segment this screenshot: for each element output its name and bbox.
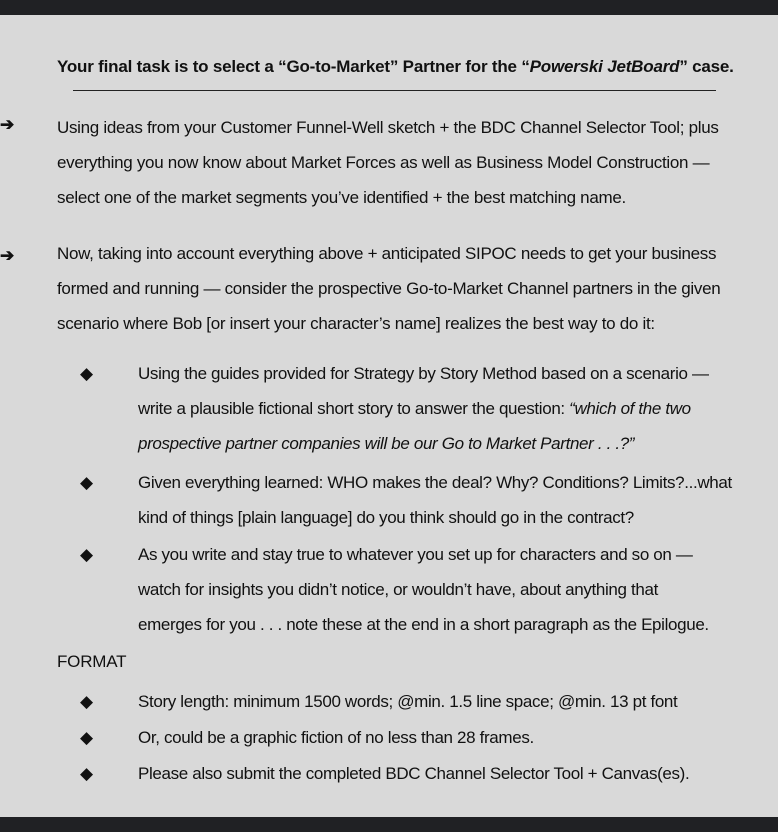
arrow-icon: ➔ (0, 246, 15, 265)
sub-bullet-line: emerges for you . . . note these at the end in a short paragraph as the Epilogue. (138, 615, 709, 634)
sub-bullet-3 (138, 537, 758, 642)
diamond-bullet-icon: ◆ (80, 364, 94, 383)
format-item-text: Story length: minimum 1500 words; @min. 1.5 line space; @min. 13 pt font (138, 692, 678, 711)
diamond-bullet-icon: ◆ (80, 692, 94, 711)
format-heading: FORMAT (57, 652, 127, 671)
format-item-text: Or, could be a graphic fiction of no less than 28 frames. (138, 728, 534, 747)
sub-bullet-line: watch for insights you didn’t notice, or wouldn’t have, about anything that (138, 580, 658, 599)
sub-bullet-line: kind of things [plain language] do you think should go in the contract? (138, 508, 634, 527)
sub-bullet-line (138, 391, 758, 426)
bullet-line: Using ideas from your Customer Funnel-Well sketch + the BDC Channel Selector Tool; plus (57, 118, 719, 137)
diamond-bullet-icon: ◆ (80, 473, 94, 492)
slide (0, 15, 778, 817)
bullet-paragraph-1 (57, 110, 762, 215)
title-case-name: Powerski JetBoard (529, 57, 680, 76)
diamond-bullet-icon: ◆ (80, 545, 94, 564)
title-underline (73, 90, 716, 91)
bullet-line: select one of the market segments you’ve identified + the best matching name. (57, 188, 626, 207)
format-item-3 (138, 756, 758, 791)
title-suffix: ” case. (679, 57, 734, 76)
question-lead: write a plausible fictional short story to answer the question: (138, 399, 570, 418)
title-text: Your final task is to select a “Go-to-Market” Partner for the “ (57, 57, 530, 76)
diamond-bullet-icon: ◆ (80, 728, 94, 747)
format-item-1 (138, 684, 758, 719)
question-text: prospective partner companies will be our Go to Market Partner . . .?” (138, 434, 635, 453)
sub-bullet-1 (138, 356, 758, 461)
bullet-line: Now, taking into account everything above + anticipated SIPOC needs to get your business (57, 244, 717, 263)
format-item-text: Please also submit the completed BDC Channel Selector Tool + Canvas(es). (138, 764, 690, 783)
bullet-line: everything you now know about Market Forces as well as Business Model Construction — (57, 153, 710, 172)
task-title (57, 57, 734, 77)
question-text: “which of the two (569, 399, 691, 418)
bullet-paragraph-2 (57, 236, 762, 341)
sub-bullet-line: As you write and stay true to whatever you set up for characters and so on — (138, 545, 693, 564)
sub-bullet-2 (138, 465, 758, 535)
bullet-line: formed and running — consider the prospective Go-to-Market Channel partners in the given (57, 279, 721, 298)
arrow-icon: ➔ (0, 115, 15, 134)
diamond-bullet-icon: ◆ (80, 764, 94, 783)
sub-bullet-line: Given everything learned: WHO makes the deal? Why? Conditions? Limits?...what (138, 473, 732, 492)
format-item-2 (138, 720, 758, 755)
sub-bullet-line: Using the guides provided for Strategy by Story Method based on a scenario — (138, 364, 709, 383)
bullet-line: scenario where Bob [or insert your character’s name] realizes the best way to do it: (57, 314, 655, 333)
